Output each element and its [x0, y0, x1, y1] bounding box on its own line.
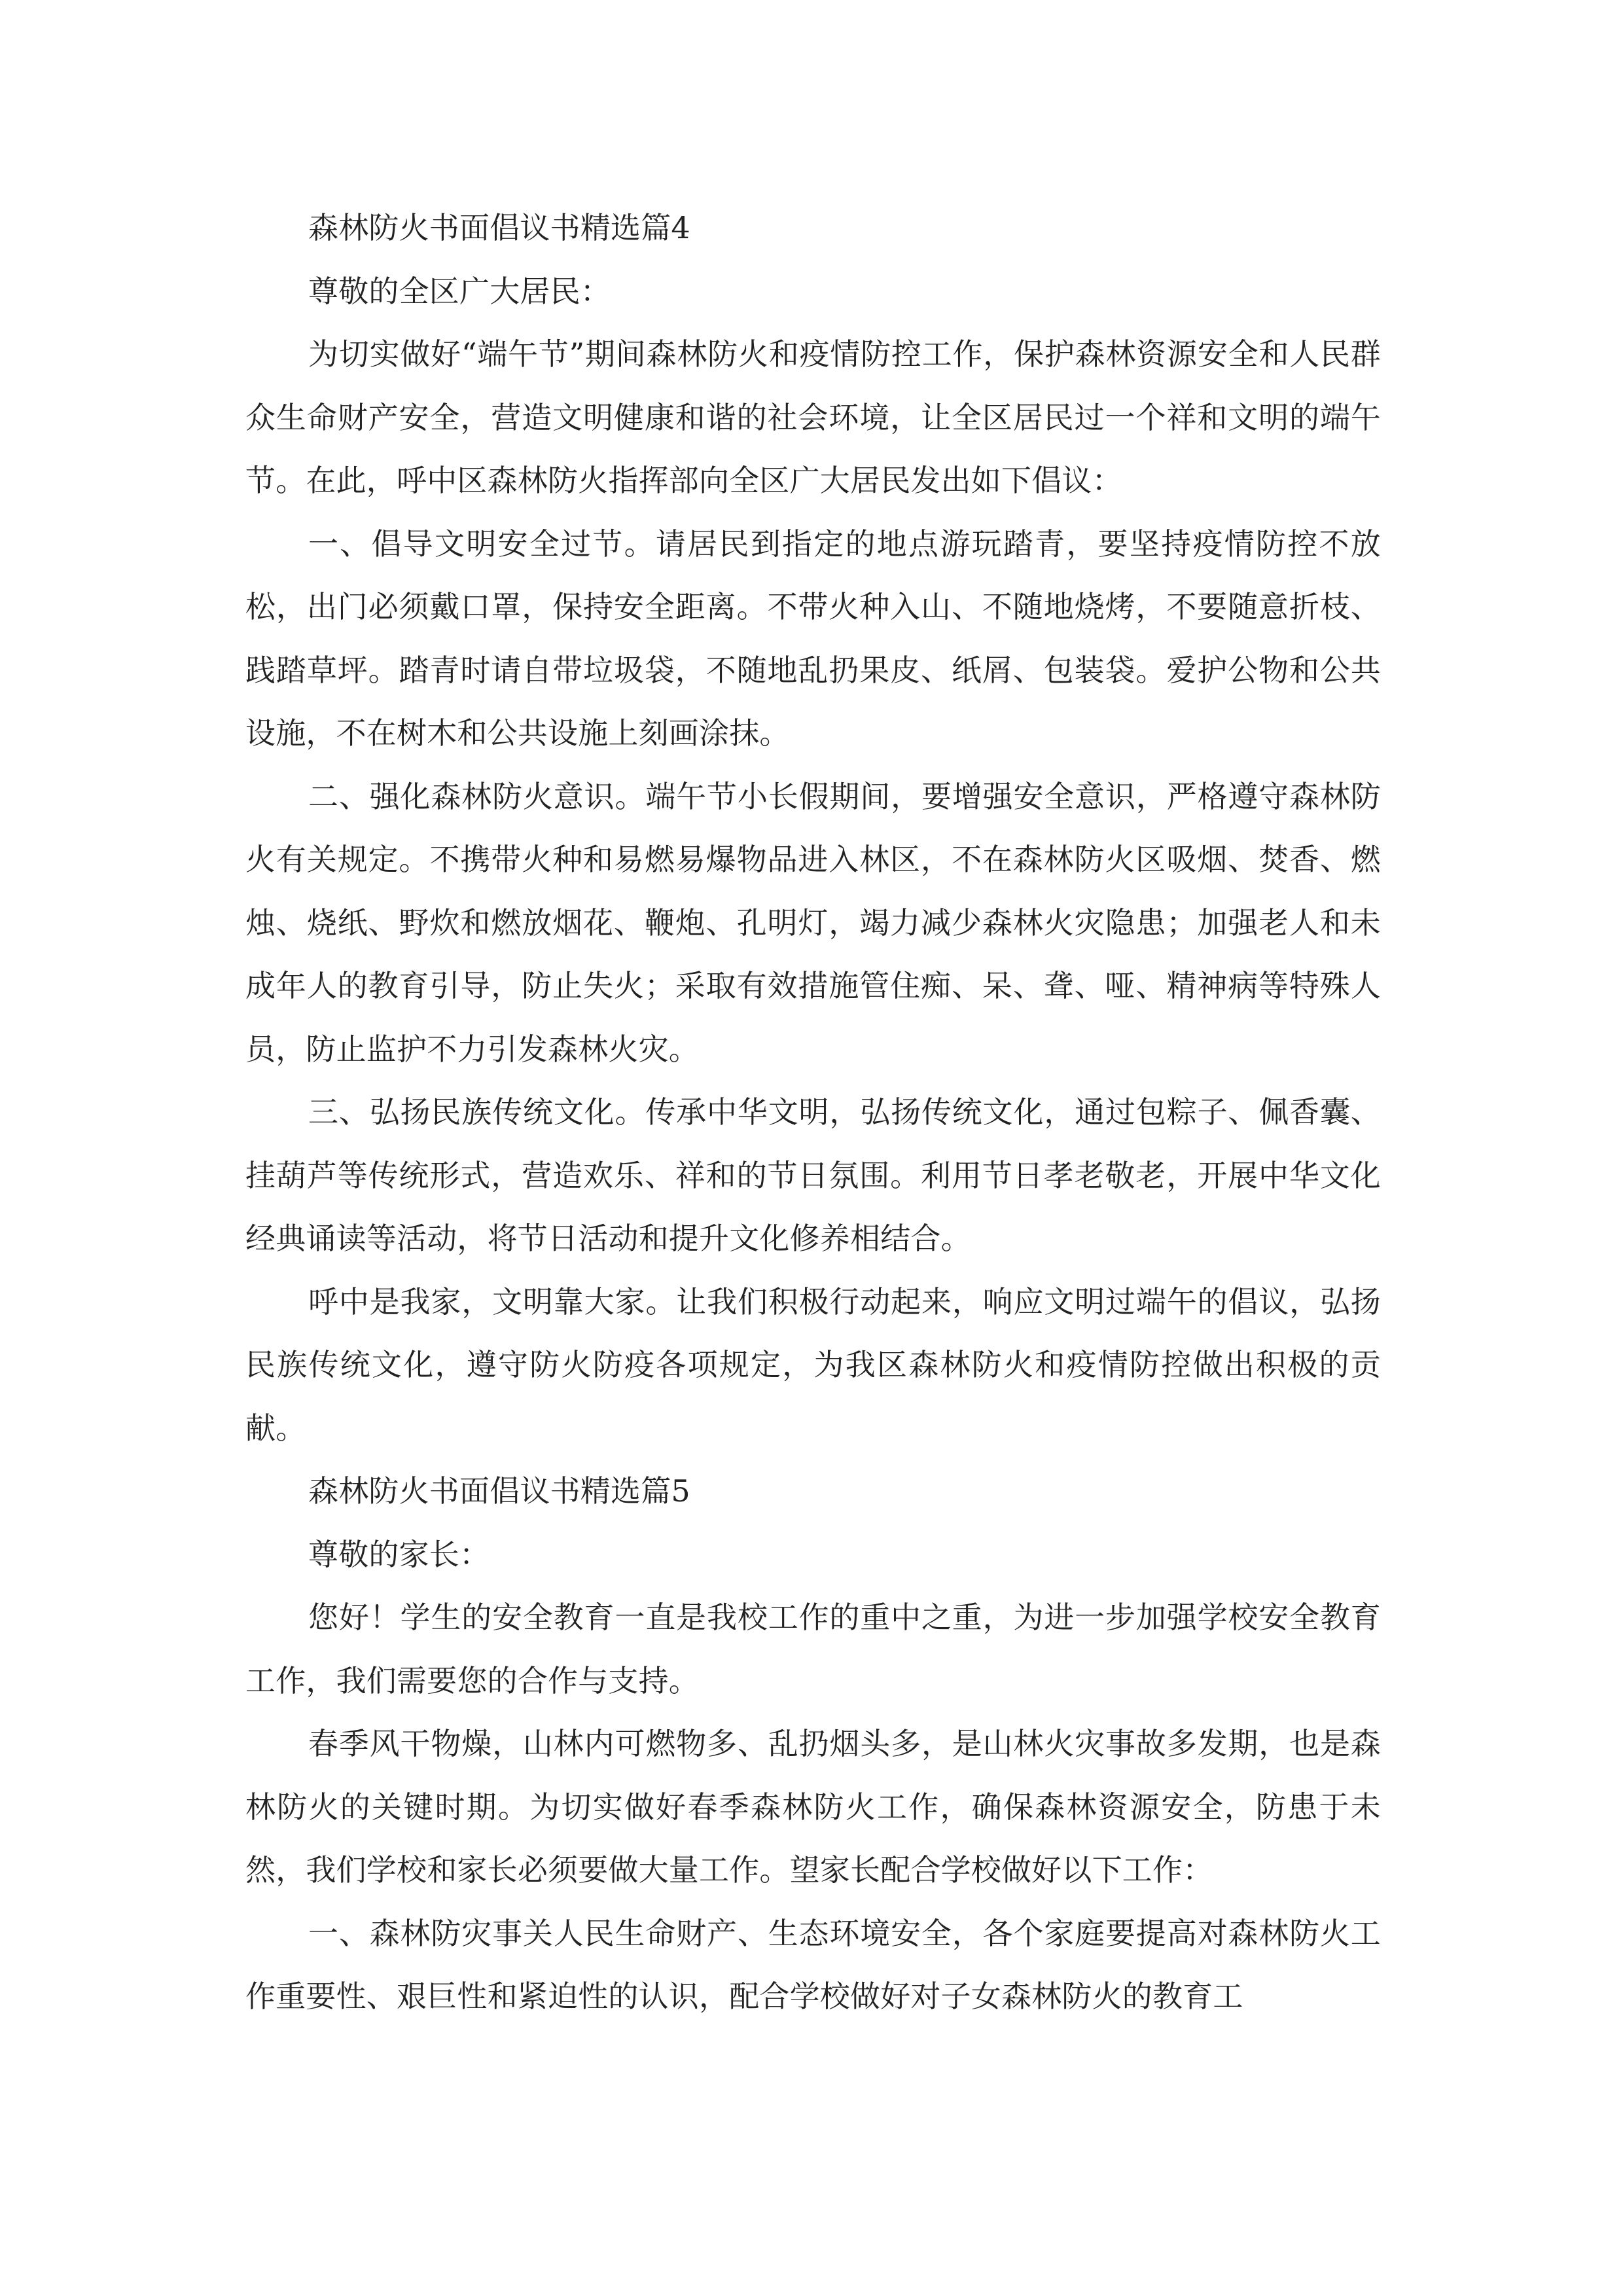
salutation-parents: 尊敬的家长：	[308, 1536, 490, 1572]
paragraph-item-1: 一、森林防灾事关人民生命财产、生态环境安全，各个家庭要提高对森林防火工作重要性、艰巨性和紧迫性的认识，配合学校做好对子女森林防火的教育工	[245, 1915, 1381, 2014]
paragraph-spring: 春季风干物燥，山林内可燃物多、乱扔烟头多，是山林火灾事故多发期，也是森林防火的关键时期。为切实做好春季森林防火工作，确保森林资源安全，防患于未然，我们学校和家长必须要做大量工作。望家长配合学校做好以下工作：	[245, 1726, 1381, 1888]
paragraph-greeting: 您好！学生的安全教育一直是我校工作的重中之重，为进一步加强学校安全教育工作，我们需要您的合作与支持。	[245, 1600, 1381, 1698]
paragraph-point-2: 二、强化森林防火意识。端午节小长假期间，要增强安全意识，严格遵守森林防火有关规定。不携带火种和易燃易爆物品进入林区，不在森林防火区吸烟、焚香、燃烛、烧纸、野炊和燃放烟花、鞭炮、孔明灯，竭力减少森林火灾隐患；加强老人和未成年人的教育引导，防止失火；采取有效措施管住痴、呆、聋、哑、精神病等特殊人员，防止监护不力引发森林火灾。	[245, 778, 1381, 1067]
paragraph-point-1: 一、倡导文明安全过节。请居民到指定的地点游玩踏青，要坚持疫情防控不放松，出门必须戴口罩，保持安全距离。不带火种入山、不随地烧烤，不要随意折枝、践踏草坪。踏青时请自带垃圾袋，不随地乱扔果皮、纸屑、包装袋。爱护公物和公共设施，不在树木和公共设施上刻画涂抹。	[245, 526, 1381, 751]
paragraph-point-3: 三、弘扬民族传统文化。传承中华文明，弘扬传统文化，通过包粽子、佩香囊、挂葫芦等传统形式，营造欢乐、祥和的节日氛围。利用节日孝老敬老，开展中华文化经典诵读等活动，将节日活动和提升文化修养相结合。	[245, 1094, 1381, 1256]
document-body	[245, 196, 1381, 2028]
paragraph-intro: 为切实做好“端午节”期间森林防火和疫情防控工作，保护森林资源安全和人民群众生命财产安全，营造文明健康和谐的社会环境，让全区居民过一个祥和文明的端午节。在此，呼中区森林防火指挥部向全区广大居民发出如下倡议：	[245, 336, 1381, 498]
section-title-5: 森林防火书面倡议书精选篇5	[308, 1473, 690, 1509]
salutation-residents: 尊敬的全区广大居民：	[308, 273, 611, 309]
paragraph-closing: 呼中是我家，文明靠大家。让我们积极行动起来，响应文明过端午的倡议，弘扬民族传统文化，遵守防火防疫各项规定，为我区森林防火和疫情防控做出积极的贡献。	[245, 1283, 1381, 1446]
section-title-4: 森林防火书面倡议书精选篇4	[308, 210, 690, 245]
